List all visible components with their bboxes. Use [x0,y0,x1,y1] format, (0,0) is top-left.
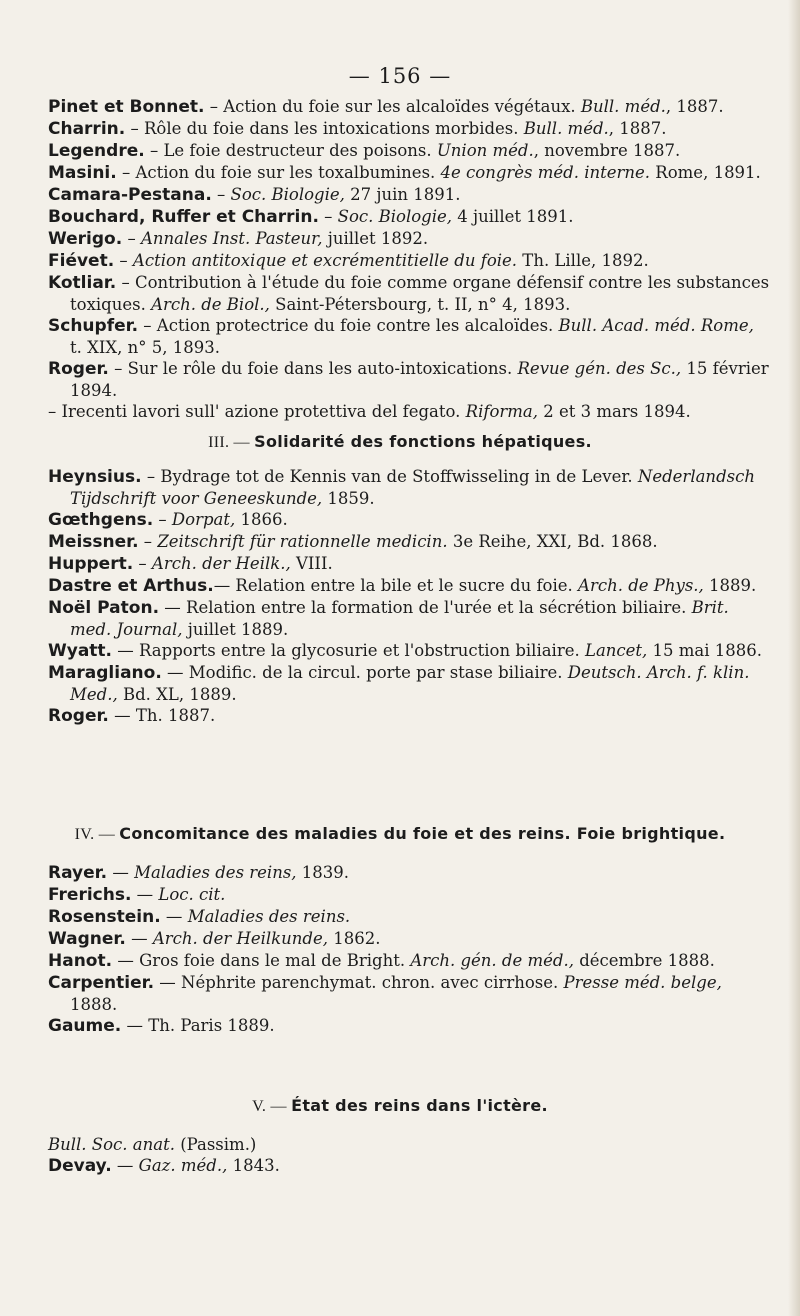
entry-source: Annales Inst. Pasteur, [140,229,323,248]
heading-number: IV. — [74,826,120,843]
section-heading-4 [0,824,800,844]
entry-author: Rosenstein. [48,907,161,927]
bibliography-entry [48,250,770,272]
entry-tail: 2 et 3 mars 1894. [538,402,691,421]
entry-tail: , novembre 1887. [533,141,681,160]
entry-author: Heynsius. [48,467,142,487]
entry-source: Loc. cit. [158,885,226,904]
entry-text: – Rôle du foie dans les intoxications morbides. [125,119,524,138]
entry-tail: 1859. [322,489,375,508]
entry-author: Meissner. [48,532,139,552]
entry-tail: Bd. XL, 1889. [117,685,237,704]
entry-author: Fiévet. [48,251,115,271]
entry-tail: juillet 1889. [182,620,289,639]
entry-text: — Relation entre la formation de l'urée et la sécrétion biliaire. [159,598,692,617]
bibliography-entry [48,466,770,509]
entry-author: Noël Paton. [48,598,160,618]
entry-source: Presse méd. belge, [563,973,722,992]
entry-author: Roger. [48,359,109,379]
entry-source: Maladies des reins, [134,863,297,882]
entry-source: Revue gén. des Sc., [517,359,682,378]
bibliography-entry [48,597,770,640]
section-heading-3 [0,432,800,452]
bibliography-entry [48,228,770,250]
entry-source: Maladies des reins. [187,907,351,926]
entry-tail: Saint-Pétersbourg, t. II, n° 4, 1893. [269,295,571,314]
bibliography-entry [48,162,770,184]
entry-text: – [211,185,231,204]
entry-text: — Rapports entre la glycosurie et l'obstruction biliaire. [112,641,585,660]
entry-text: – [122,229,141,248]
entry-author: Kotliar. [48,273,117,293]
entry-text: — Th. 1887. [108,706,216,725]
entry-tail: t. XIX, n° 5, 1893. [70,338,220,357]
entry-author: Masini. [48,163,117,183]
entry-tail: 27 juin 1891. [344,185,461,204]
entry-text: — Relation entre la bile et le sucre du foie. [213,576,579,595]
entry-tail: 1839. [296,863,350,882]
bibliography-entry [48,509,770,531]
entry-text: — [125,929,153,948]
heading-title: Solidarité des fonctions hépatiques. [254,432,592,451]
page-edge-shadow [788,0,800,1316]
entry-text: – [133,554,152,573]
bibliography-entry [48,705,770,727]
entry-text: – Sur le rôle du foie dans les auto-intoxications. [108,359,518,378]
entry-author: Charrin. [48,119,126,139]
bibliography-entry [48,531,770,553]
entry-text: – [318,207,338,226]
entry-tail: 1888. [70,995,118,1014]
section-heading-5 [0,1096,800,1116]
entry-author: Schupfer. [48,316,139,336]
entry-tail: , 1887. [665,97,724,116]
entry-tail: 15 mai 1886. [647,641,763,660]
entry-source: Bull. méd. [523,119,609,138]
entry-author: Bouchard, Ruffer et Charrin. [48,207,319,227]
heading-title: État des reins dans l'ictère. [291,1096,548,1115]
entry-author: Werigo. [48,229,123,249]
entry-author: Camara-Pestana. [48,185,212,205]
entry-text: – [138,532,158,551]
entry-source: Riforma, [465,402,538,421]
heading-number: III. — [208,434,255,451]
entry-author: Wyatt. [48,641,113,661]
entry-text: – [114,251,133,270]
bibliography-entry [48,118,770,140]
entry-author: Frerichs. [48,885,132,905]
entry-text: — Néphrite parenchymat. chron. avec cirrhose. [154,973,564,992]
entry-text: — Modific. de la circul. porte par stase biliaire. [161,663,568,682]
entry-source: Arch. der Heilkunde, [152,929,328,948]
entry-text: — Th. Paris 1889. [121,1016,275,1035]
bibliography-entry [48,1134,770,1155]
entry-source: Zeitschrift für rationnelle medicin. [157,532,448,551]
entry-tail: 1862. [328,929,381,948]
entry-source: Dorpat, [171,510,236,529]
bibliography-entry [48,640,770,662]
entry-text: – Bydrage tot de Kennis van de Stoffwisseling in de Lever. [141,467,638,486]
bibliography-entry [48,184,770,206]
bibliography-entry [48,553,770,575]
entry-source: Soc. Biologie, [230,185,345,204]
entry-tail: décembre 1888. [573,951,715,970]
entry-tail: VIII. [290,554,333,573]
entry-text: – Le foie destructeur des poisons. [144,141,437,160]
bibliography-entry [48,575,770,597]
entry-source: Soc. Biologie, [337,207,453,226]
entry-tail: 1843. [227,1156,280,1175]
entry-author: Pinet et Bonnet. [48,97,205,117]
entry-author: Legendre. [48,141,145,161]
entry-tail: 4 juillet 1891. [452,207,574,226]
entry-tail: 3e Reihe, XXI, Bd. 1868. [447,532,658,551]
entry-source: Union méd. [436,141,534,160]
entry-source: Lancet, [584,641,648,660]
bibliography-entry [48,972,770,1015]
bibliography-entry [48,272,770,315]
bibliography-entry [48,662,770,705]
entry-source: Arch. de Biol., [151,295,270,314]
bibliography-entry [48,206,770,228]
entry-text: – Contribution à l'étude du foie comme organe défensif contre les substances toxiques. [70,273,770,314]
bibliography-entry [48,906,770,928]
entry-author: Wagner. [48,929,126,949]
entry-source: Brit. med. Journal, [70,598,729,639]
entry-author: Hanot. [48,951,113,971]
entry-source: Gaz. méd., [138,1156,228,1175]
page-number: — 156 — [348,64,452,88]
section-3-list [48,466,770,727]
entry-text: – Action protectrice du foie contre les alcaloïdes. [138,316,559,335]
bibliography-entry [48,315,770,358]
bibliography-entry [48,401,770,422]
entry-author: Carpentier. [48,973,155,993]
entry-source: Nederlandsch Tijdschrift voor Geneeskunde, [70,467,755,508]
entry-text: – Action du foie sur les toxalbumines. [116,163,441,182]
bibliography-entry [48,884,770,906]
entry-source: Bull. méd. [580,97,666,116]
entry-source: Bull. Acad. méd. Rome, [558,316,754,335]
entry-author: Dastre et Arthus. [48,576,214,596]
entry-tail: 1866. [235,510,288,529]
heading-number: V. — [252,1098,292,1115]
entry-source: Arch. der Heilk., [151,554,291,573]
bibliography-entry [48,1155,770,1177]
entry-text: – [153,510,172,529]
entry-author: Gaume. [48,1016,122,1036]
entry-tail: , 1887. [608,119,667,138]
entry-tail: 15 février 1894. [70,359,769,400]
bibliography-entry [48,1015,770,1037]
entry-author: Huppert. [48,554,134,574]
entry-author: Rayer. [48,863,108,883]
bibliography-entry [48,96,770,118]
entry-source: Action antitoxique et excrémentitielle du foie. [132,251,518,270]
entry-text: — [111,1156,139,1175]
entry-source: Arch. gén. de méd., [410,951,574,970]
entry-author: Maragliano. [48,663,162,683]
entry-tail: Rome, 1891. [650,163,761,182]
entry-tail: (Passim.) [174,1135,257,1154]
entry-source: 4e congrès méd. interne. [440,163,651,182]
section-5-list [48,1134,770,1177]
entry-source: Deutsch. Arch. f. klin. Med., [70,663,750,704]
entry-text: — [107,863,135,882]
entry-author: Devay. [48,1156,112,1176]
entry-author: Gœthgens. [48,510,154,530]
entry-tail: 1889. [703,576,757,595]
entry-tail: juillet 1892. [322,229,429,248]
bibliography-entry [48,928,770,950]
entry-text: – Action du foie sur les alcaloïdes végétaux. [204,97,581,116]
entry-tail: Th. Lille, 1892. [517,251,649,270]
bibliography-entry [48,140,770,162]
entry-text: — Gros foie dans le mal de Bright. [112,951,411,970]
entry-text: — [160,907,188,926]
entry-author: Roger. [48,706,109,726]
bibliography-entry [48,950,770,972]
entry-source: Arch. de Phys., [578,576,704,595]
bibliography-entry [48,862,770,884]
entry-text: — [131,885,159,904]
bibliography-entry [48,358,770,401]
section-4-list [48,862,770,1037]
section-top-list [48,96,770,422]
heading-title: Concomitance des maladies du foie et des reins. Foie brightique. [119,824,726,843]
entry-source: Bull. Soc. anat. [48,1135,175,1154]
entry-text: – Irecenti lavori sull' azione protettiva del fegato. [48,402,466,421]
